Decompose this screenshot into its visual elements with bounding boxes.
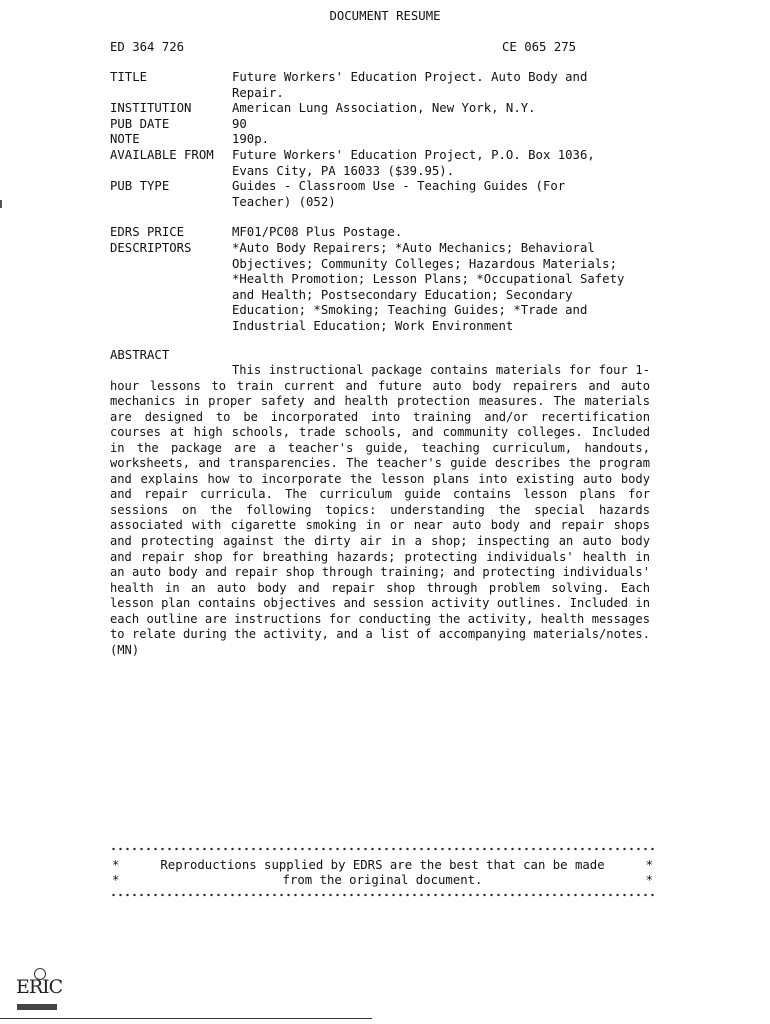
abstract-label: ABSTRACT [110, 348, 170, 362]
field-value: 90 [232, 116, 247, 131]
field-label: PUB TYPE [110, 179, 170, 194]
field-gap [110, 210, 670, 225]
field-value: Future Workers' Education Project, P.O. Box 1036, Evans City, PA 16033 ($39.95). [232, 147, 595, 178]
notice-text-1: Reproductions supplied by EDRS are the best that can be made [160, 858, 605, 872]
notice-star: * [645, 858, 653, 872]
field-label: TITLE [110, 70, 148, 84]
notice-line-2 [110, 873, 655, 888]
field-edrs-price [110, 225, 670, 241]
notice-text-2: from the original document. [282, 873, 483, 887]
notice-star: * [112, 858, 120, 872]
abstract-text: This instructional package contains materials for four 1-hour lessons to train current and future auto body repairers and auto mechanics in proper safety and health protection measures. The materials are designed to be incorporated into training and/or recertification courses at high schools, trade schools, and community colleges. Included in the package are a teacher's guide, teaching curriculum, handouts, worksheets, and transparencies. The teacher's guide describes the program and explains how to incorporate the lesson plans into existing auto body and repair curricula. The curriculum guide contains lesson plans for sessions on the following topics: understanding the special hazards associated with cigarette smoking in or near auto body and repair shops and protecting against the dirty air in a shop; inspecting an auto body and repair shop for breathing hazards; protecting individuals' health in an auto body and repair shop through training; and protecting individuals' health in an auto body and repair shop through problem solving. Each lesson plan contains objectives and session activity outlines. Included in each outline are instructions for conducting the activity, health messages to relate during the activity, and a list of accompanying materials/notes. (MN) [110, 363, 650, 657]
notice-star: * [645, 873, 653, 887]
metadata-fields [110, 70, 670, 335]
field-value: Guides - Classroom Use - Teaching Guides (For Teacher) (052) [232, 179, 566, 209]
ed-number: ED 364 726 [110, 40, 185, 54]
field-title [110, 70, 670, 101]
scan-speck [0, 200, 2, 208]
ce-number: CE 065 275 [502, 40, 577, 54]
field-pub-type [110, 179, 670, 210]
eric-logo-text: ERIC [16, 976, 63, 998]
field-label: PUB DATE [110, 116, 170, 131]
reproduction-notice [110, 858, 655, 888]
field-label: NOTE [110, 132, 140, 147]
field-value: Future Workers' Education Project. Auto Body and Repair. [232, 70, 588, 100]
field-label: EDRS PRICE [110, 225, 185, 240]
notice-line-1 [110, 858, 655, 873]
notice-star: * [112, 873, 120, 887]
field-institution [110, 101, 670, 117]
field-value: *Auto Body Repairers; *Auto Mechanics; Behavioral Objectives; Community Colleges; Hazardous Materials; *Health Promotion; Lesson Plans; *Occupational Safety and Health; Postsecondary Education; Secondary Education; *Smoking; Teaching Guides; *Trade and Industrial Education; Work Environment [232, 240, 625, 333]
field-value: American Lung Association, New York, N.Y. [232, 101, 536, 116]
field-label: INSTITUTION [110, 101, 192, 116]
field-note [110, 132, 670, 148]
field-value: MF01/PC08 Plus Postage. [232, 225, 403, 240]
asterisk-border-top [110, 847, 655, 851]
asterisk-border-bottom [110, 893, 655, 897]
field-value: 190p. [232, 132, 270, 147]
document-heading: DOCUMENT RESUME [329, 9, 441, 23]
bottom-rule [0, 1018, 372, 1019]
field-pub-date [110, 117, 670, 133]
field-label: AVAILABLE FROM [110, 147, 214, 162]
eric-logo-bar [17, 1004, 57, 1010]
field-descriptors [110, 241, 670, 335]
field-label: DESCRIPTORS [110, 240, 192, 255]
eric-logo [16, 968, 66, 1018]
field-available-from [110, 148, 670, 179]
